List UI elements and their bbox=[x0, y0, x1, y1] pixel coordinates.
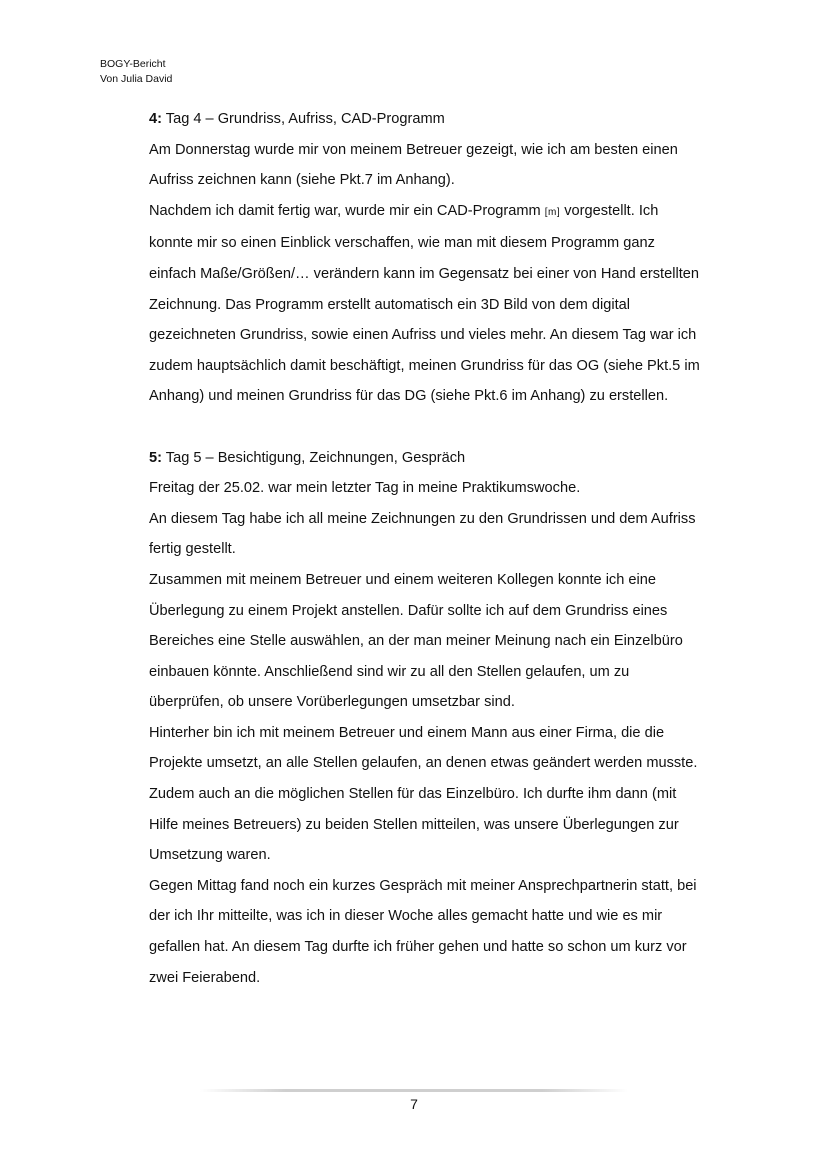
report-title: BOGY-Bericht bbox=[100, 58, 166, 70]
text-line: Anhang) und meinen Grundriss für das DG (siehe Pkt.6 im Anhang) zu erstellen. bbox=[149, 388, 669, 405]
text-line: zudem hauptsächlich damit beschäftigt, meinen Grundriss für das OG (siehe Pkt.5 im bbox=[149, 357, 700, 374]
text-line: konnte mir so einen Einblick verschaffen, wie man mit diesem Programm ganz bbox=[149, 235, 655, 252]
text-line: einfach Maße/Größen/… verändern kann im Gegensatz bei einer von Hand erstellten bbox=[149, 265, 699, 282]
text-line: fertig gestellt. bbox=[149, 541, 236, 558]
text-line: Gegen Mittag fand noch ein kurzes Gespräch mit meiner Ansprechpartnerin statt, bei bbox=[149, 877, 697, 894]
section-number: 4: bbox=[149, 111, 162, 127]
text-line: gefallen hat. An diesem Tag durfte ich früher gehen und hatte so schon um kurz vor bbox=[149, 939, 687, 956]
text-line: Zusammen mit meinem Betreuer und einem weiteren Kollegen konnte ich eine bbox=[149, 571, 656, 588]
section-heading bbox=[149, 443, 789, 474]
report-author: Von Julia David bbox=[100, 73, 173, 85]
section-heading bbox=[149, 104, 789, 135]
text-line-with-reference bbox=[149, 196, 789, 229]
text-line: Hilfe meines Betreuers) zu beiden Stellen mitteilen, was unsere Überlegungen zur bbox=[149, 816, 679, 833]
text-line: einbauen könnte. Anschließend sind wir zu all den Stellen gelaufen, um zu bbox=[149, 663, 630, 680]
section-spacer bbox=[149, 412, 789, 443]
text-line: Am Donnerstag wurde mir von meinem Betreuer gezeigt, wie ich am besten einen bbox=[149, 141, 678, 158]
section-day-5 bbox=[149, 443, 789, 994]
section-title: Tag 4 – Grundriss, Aufriss, CAD-Programm bbox=[161, 111, 445, 127]
text-line: Freitag der 25.02. war mein letzter Tag in meine Praktikumswoche. bbox=[149, 480, 581, 497]
text-line: An diesem Tag habe ich all meine Zeichnungen zu den Grundrissen und dem Aufriss bbox=[149, 510, 696, 527]
footer-divider bbox=[200, 1089, 628, 1092]
text-line: Umsetzung waren. bbox=[149, 847, 271, 864]
text-line: Aufriss zeichnen kann (siehe Pkt.7 im Anhang). bbox=[149, 172, 455, 189]
text-fragment: Nachdem ich damit fertig war, wurde mir ein CAD-Programm bbox=[149, 202, 545, 219]
text-line: gezeichneten Grundriss, sowie einen Aufriss und vieles mehr. An diesem Tag war ich bbox=[149, 327, 697, 344]
text-line: Hinterher bin ich mit meinem Betreuer und einem Mann aus einer Firma, die die bbox=[149, 724, 665, 741]
section-day-4 bbox=[149, 104, 789, 412]
section-title: Tag 5 – Besichtigung, Zeichnungen, Gespräch bbox=[161, 449, 466, 466]
page-header bbox=[100, 57, 172, 87]
text-fragment: vorgestellt. Ich bbox=[560, 202, 659, 219]
text-line: Zeichnung. Das Programm erstellt automatisch ein 3D Bild von dem digital bbox=[149, 296, 631, 313]
document-body bbox=[149, 104, 789, 993]
text-line: Projekte umsetzt, an alle Stellen gelaufen, an denen etwas geändert werden musste. bbox=[149, 755, 698, 772]
text-line: Zudem auch an die möglichen Stellen für das Einzelbüro. Ich durfte ihm dann (mit bbox=[149, 786, 677, 803]
text-line: zwei Feierabend. bbox=[149, 969, 261, 986]
text-line: der ich Ihr mitteilte, was ich in dieser Woche alles gemacht hatte und wie es mir bbox=[149, 908, 663, 925]
text-line: überprüfen, ob unsere Vorüberlegungen umsetzbar sind. bbox=[149, 694, 515, 711]
section-number: 5: bbox=[149, 449, 162, 466]
reference-marker: [m] bbox=[544, 206, 561, 218]
text-line: Bereiches eine Stelle auswählen, an der man meiner Meinung nach ein Einzelbüro bbox=[149, 633, 683, 650]
text-line: Überlegung zu einem Projekt anstellen. Dafür sollte ich auf dem Grundriss eines bbox=[149, 602, 668, 619]
page-number: 7 bbox=[410, 1096, 418, 1112]
